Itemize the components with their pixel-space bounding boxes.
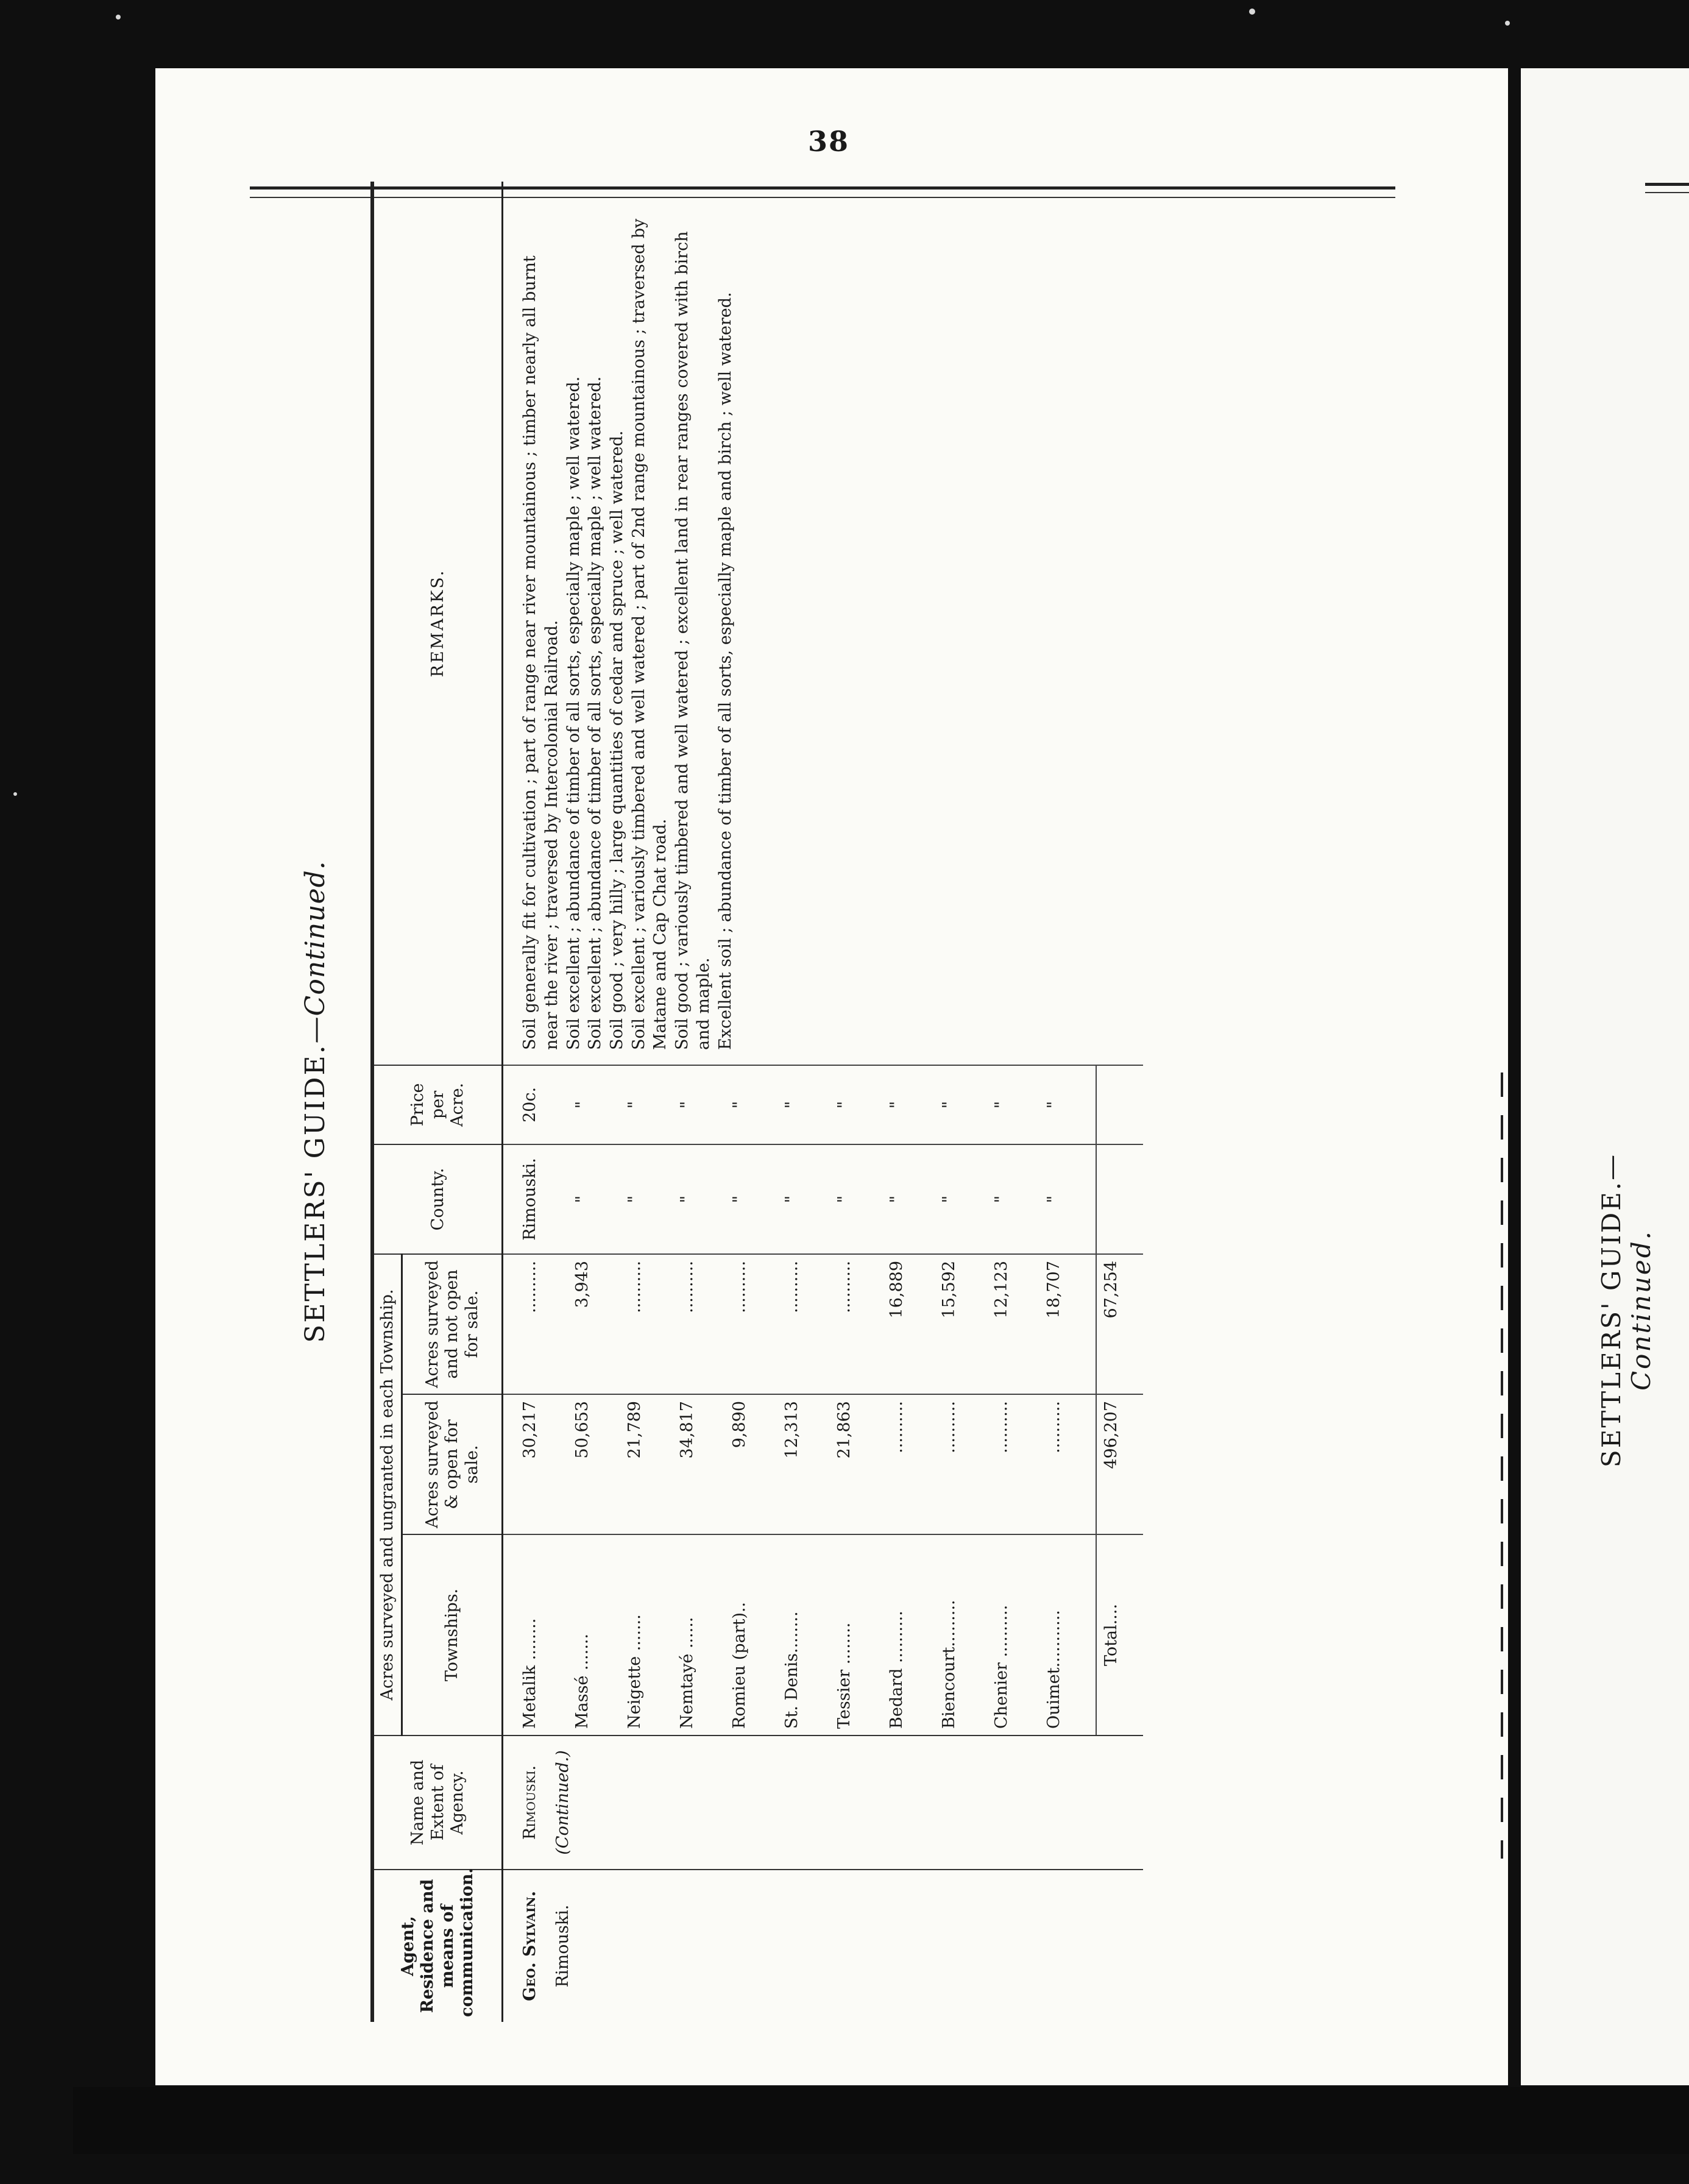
remark-entry: Soil excellent ; abundance of timber of all sorts, especially maple ; well watered.: [586, 376, 605, 1050]
price-cell: ": [1043, 1065, 1096, 1144]
header-agent: Agent, Residence and means of communication.: [372, 1870, 503, 2022]
county-cell: ": [729, 1144, 781, 1254]
township-cell: Tessier ........: [834, 1534, 886, 1736]
header-row: [372, 182, 402, 2022]
not-open-acres-cell: 3,943: [572, 1254, 624, 1394]
price-cell: 20c.: [503, 1065, 572, 1144]
not-open-acres-cell: ..........: [729, 1254, 781, 1394]
county-cell: ": [938, 1144, 991, 1254]
price-cell: ": [834, 1065, 886, 1144]
total-open-acres: 496,207: [1096, 1394, 1143, 1534]
header-acres-group: Acres surveyed and ungranted in each Township.: [372, 1254, 402, 1736]
adjacent-page: [1521, 68, 1689, 2085]
county-cell: ": [991, 1144, 1043, 1254]
open-acres-cell: 21,863: [834, 1394, 886, 1534]
page-number: 38: [807, 125, 849, 158]
running-title: [279, 182, 352, 2022]
running-title-text: SETTLERS' GUIDE.: [300, 1043, 331, 1343]
not-open-acres-cell: 12,123: [991, 1254, 1043, 1394]
header-county: County.: [372, 1144, 503, 1254]
open-acres-cell: 34,817: [676, 1394, 729, 1534]
township-cell: Massé .......: [572, 1534, 624, 1736]
header-price: Price per Acre.: [372, 1065, 503, 1144]
open-acres-cell: 21,789: [624, 1394, 676, 1534]
scan-bottom-edge: [73, 2087, 1689, 2154]
total-price-empty: [1096, 1065, 1143, 1144]
price-cell: ": [676, 1065, 729, 1144]
township-cell: Bedard ..........: [886, 1534, 938, 1736]
scan-speck: [1249, 9, 1255, 15]
county-cell: ": [886, 1144, 938, 1254]
header-remarks: REMARKS.: [372, 182, 503, 1065]
remark-entry: Soil good ; variously timbered and well watered ; excellent land in rear ranges covered with birch and maple.: [672, 231, 713, 1050]
table-row: [503, 182, 572, 2022]
total-label: Total....: [1096, 1534, 1143, 1736]
header-agency: Name and Extent of Agency.: [372, 1736, 503, 1870]
not-open-acres-cell: ..........: [503, 1254, 572, 1394]
open-acres-cell: 50,653: [572, 1394, 624, 1534]
price-cell: ": [729, 1065, 781, 1144]
remark-entry: Soil good ; very hilly ; large quantities of cedar and spruce ; well watered.: [607, 430, 626, 1050]
county-cell: ": [781, 1144, 834, 1254]
remark-entry: Soil generally fit for cultivation ; part of range near river mountainous ; timber nearly all burnt near the river ; traversed by Intercolonial Railroad.: [520, 255, 562, 1050]
open-acres-cell: 30,217: [503, 1394, 572, 1534]
settlers-guide-table: [370, 182, 1143, 2022]
township-cell: St. Denis........: [781, 1534, 834, 1736]
adjacent-page-running-title: [1596, 1079, 1656, 1542]
scan-speck: [1505, 21, 1510, 26]
open-acres-cell: 12,313: [781, 1394, 834, 1534]
price-cell: ": [991, 1065, 1043, 1144]
open-acres-cell: 9,890: [729, 1394, 781, 1534]
agent-cell: [503, 1870, 1144, 2022]
township-cell: Metalik ........: [503, 1534, 572, 1736]
township-cell: Nemtayé ......: [676, 1534, 729, 1736]
adjacent-page-rule: [1645, 183, 1689, 193]
header-not-open-for-sale: Acres surveyed and not open for sale.: [402, 1254, 503, 1394]
agency-cell: [503, 1736, 1144, 1870]
price-cell: ": [572, 1065, 624, 1144]
township-cell: Romieu (part)..: [729, 1534, 781, 1736]
county-cell: ": [834, 1144, 886, 1254]
township-cell: Biencourt.........: [938, 1534, 991, 1736]
price-cell: ": [781, 1065, 834, 1144]
remarks-cell: [503, 182, 1144, 1065]
adjacent-page-binding-edge: [1501, 1072, 1503, 1859]
not-open-acres-cell: 16,889: [886, 1254, 938, 1394]
county-cell: Rimouski.: [503, 1144, 572, 1254]
not-open-acres-cell: 15,592: [938, 1254, 991, 1394]
county-cell: ": [572, 1144, 624, 1254]
open-acres-cell: ..........: [938, 1394, 991, 1534]
remark-entry: Excellent soil ; abundance of timber of all sorts, especially maple and birch ; well watered.: [716, 292, 735, 1050]
agent-name: Geo. Sylvain.: [520, 1891, 540, 2001]
header-open-for-sale: Acres surveyed & open for sale.: [402, 1394, 503, 1534]
not-open-acres-cell: ..........: [781, 1254, 834, 1394]
not-open-acres-cell: 18,707: [1043, 1254, 1096, 1394]
county-cell: ": [624, 1144, 676, 1254]
header-townships: Townships.: [402, 1534, 503, 1736]
not-open-acres-cell: ..........: [834, 1254, 886, 1394]
scan-speck: [116, 15, 121, 20]
open-acres-cell: ..........: [886, 1394, 938, 1534]
not-open-acres-cell: ..........: [624, 1254, 676, 1394]
adjacent-title-continued: —Continued.: [1596, 1152, 1656, 1391]
price-cell: ": [624, 1065, 676, 1144]
township-cell: Ouimet...........: [1043, 1534, 1096, 1736]
open-acres-cell: ..........: [991, 1394, 1043, 1534]
agent-residence: Rimouski.: [553, 1904, 573, 1988]
county-cell: ": [1043, 1144, 1096, 1254]
running-title-continued: —Continued.: [300, 860, 331, 1044]
remark-entry: Soil excellent ; variously timbered and well watered ; part of 2nd range mountainous ; traversed by Matane and Cap Chat road.: [629, 218, 670, 1050]
not-open-acres-cell: ..........: [676, 1254, 729, 1394]
total-not-open-acres: 67,254: [1096, 1254, 1143, 1394]
adjacent-title-text: SETTLERS' GUIDE.: [1596, 1180, 1626, 1468]
price-cell: ": [886, 1065, 938, 1144]
scan-speck: [13, 792, 17, 796]
rotated-table-block: [279, 182, 1376, 2022]
total-county-empty: [1096, 1144, 1143, 1254]
agency-name: Rimouski.: [520, 1765, 540, 1840]
remark-entry: Soil excellent ; abundance of timber of all sorts, especially maple ; well watered.: [564, 376, 583, 1050]
open-acres-cell: ..........: [1043, 1394, 1096, 1534]
township-cell: Neigette .......: [624, 1534, 676, 1736]
county-cell: ": [676, 1144, 729, 1254]
agency-note: (Continued.): [553, 1750, 573, 1855]
price-cell: ": [938, 1065, 991, 1144]
township-cell: Chenier ..........: [991, 1534, 1043, 1736]
